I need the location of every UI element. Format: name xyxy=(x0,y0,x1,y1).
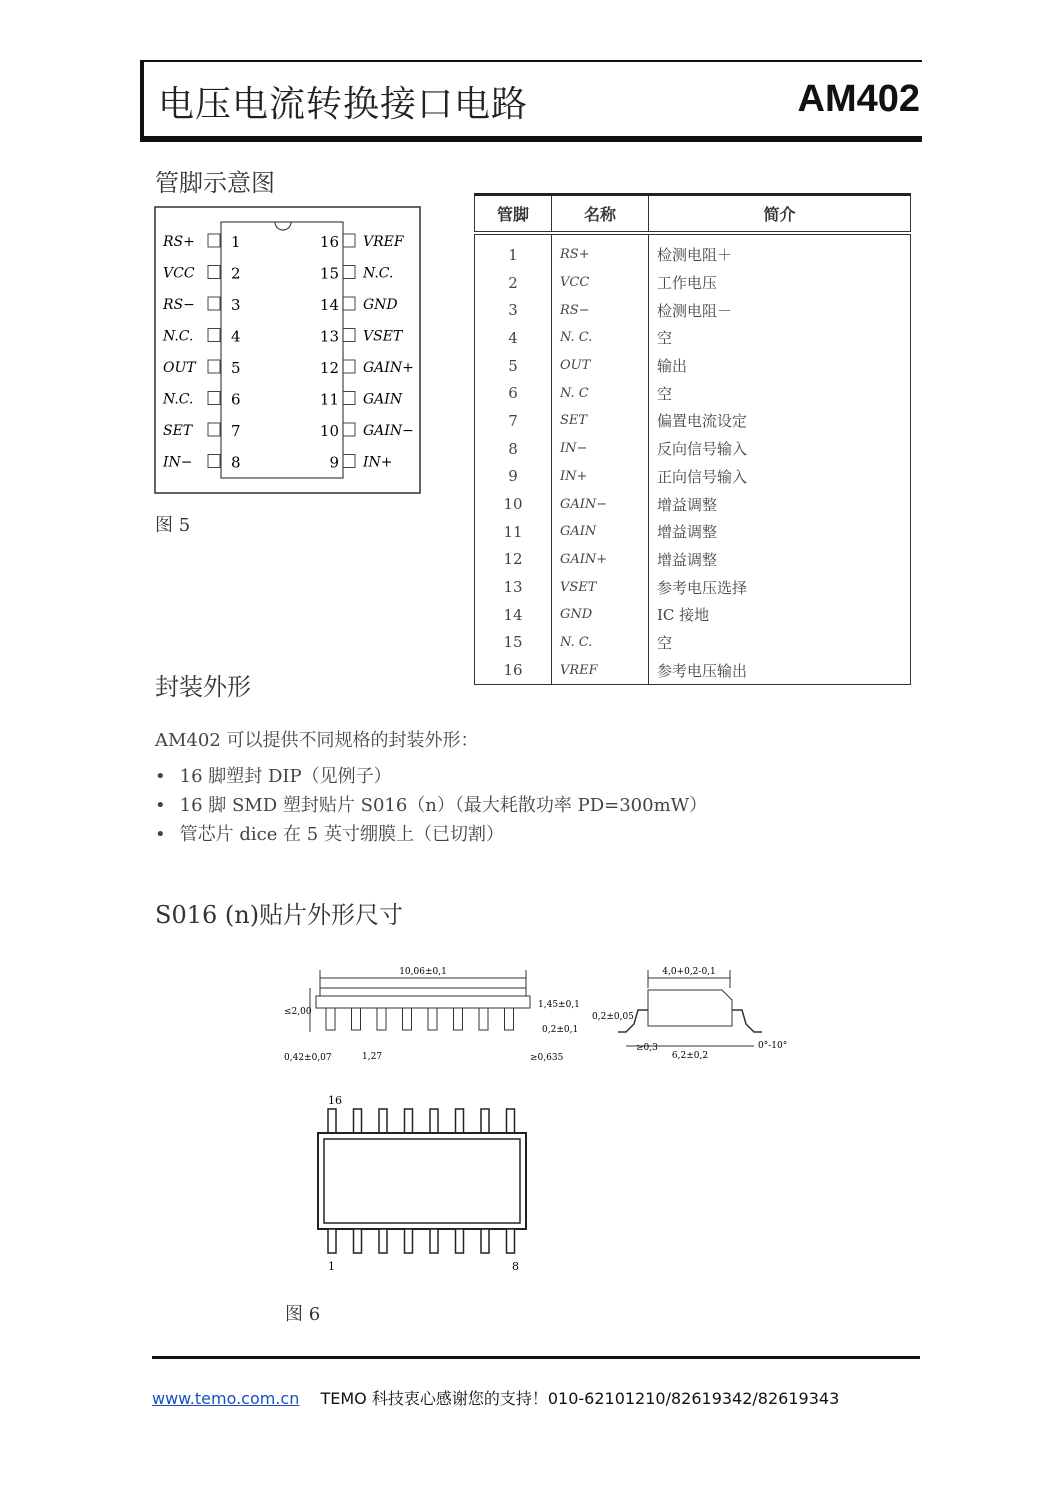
left-pin-pad xyxy=(208,266,220,279)
top-lead-group xyxy=(328,1109,515,1133)
right-pin-number: 14 xyxy=(319,296,339,314)
pin-number-cell: 1 xyxy=(475,233,552,269)
pin-desc-cell: 空 xyxy=(649,379,911,407)
so16-heading: S016 (n)贴片外形尺寸 xyxy=(155,901,404,929)
pin-name-cell: RS− xyxy=(552,296,649,324)
footer xyxy=(152,1386,839,1409)
end-gap-dim: ≥0,635 xyxy=(530,1053,564,1063)
pin-desc-cell: IC 接地 xyxy=(649,601,911,629)
pin-desc-cell: 偏置电流设定 xyxy=(649,407,911,435)
left-pin-number: 4 xyxy=(231,327,241,346)
document-title: 电压电流转换接口电路 xyxy=(158,84,529,125)
top-lead xyxy=(430,1109,438,1133)
side-lead xyxy=(352,1008,361,1030)
pin-name-cell: VCC xyxy=(552,269,649,297)
side-lead xyxy=(505,1008,514,1030)
top-lead xyxy=(507,1109,515,1133)
so16-top-view xyxy=(300,1085,560,1280)
top-lead xyxy=(328,1109,336,1133)
pin-name-cell: GAIN xyxy=(552,518,649,546)
pitch-dim: 1,27 xyxy=(362,1052,383,1062)
table-row xyxy=(475,435,911,463)
so16-side-view xyxy=(280,960,580,1070)
side-lead xyxy=(377,1008,386,1030)
table-row xyxy=(475,407,911,435)
pin-number-cell: 3 xyxy=(475,296,552,324)
left-pin-number: 5 xyxy=(231,359,241,377)
pin-table-header-desc: 简介 xyxy=(649,195,911,234)
pin-number-cell: 12 xyxy=(475,546,552,574)
side-lead xyxy=(326,1008,335,1030)
pin-number-cell: 4 xyxy=(475,324,552,352)
right-pin-number: 10 xyxy=(319,422,339,440)
right-pin-pad xyxy=(343,234,355,247)
package-list-item: • 16 脚 SMD 塑封贴片 S016（n）（最大耗散功率 PD=300mW） xyxy=(155,791,707,820)
left-pin-group xyxy=(162,233,241,472)
pin-number-cell: 13 xyxy=(475,573,552,601)
side-lead xyxy=(479,1008,488,1030)
so16-end-view xyxy=(590,960,805,1070)
pin-name-cell: VREF xyxy=(552,656,649,684)
angle-dim: 0°-10° xyxy=(758,1041,788,1051)
pin-desc-cell: 空 xyxy=(649,324,911,352)
lead-width-dim: 0,42±0,07 xyxy=(284,1053,332,1063)
pin-desc-cell: 检测电阻＋ xyxy=(649,233,911,269)
pin-name-cell: GAIN− xyxy=(552,490,649,518)
top-lead xyxy=(405,1109,413,1133)
pin-name-cell: N. C. xyxy=(552,629,649,657)
bottom-lead xyxy=(405,1229,413,1253)
lead-thickness-dim: 0,2±0,1 xyxy=(542,1025,579,1035)
top-view-outer-body xyxy=(318,1133,526,1229)
bottom-lead xyxy=(507,1229,515,1253)
left-pin-number: 8 xyxy=(231,453,241,472)
right-pin-group xyxy=(320,233,414,472)
table-row xyxy=(475,573,911,601)
right-pin-number: 12 xyxy=(319,359,339,377)
right-pin-pad xyxy=(343,423,355,436)
package-list-item: • 16 脚塑封 DIP（见例子） xyxy=(155,762,707,791)
footer-rule xyxy=(152,1356,920,1359)
left-pin-pad xyxy=(208,392,220,405)
pin-desc-cell: 检测电阻－ xyxy=(649,296,911,324)
left-pin-name: VCC xyxy=(163,265,195,282)
pin-1-label: 1 xyxy=(328,1260,335,1273)
bottom-lead xyxy=(354,1229,362,1253)
left-pin-number: 1 xyxy=(231,233,241,251)
left-pin-name: SET xyxy=(163,423,193,439)
left-pin-name: N.C. xyxy=(163,328,194,345)
pinout-heading: 管脚示意图 xyxy=(155,169,275,197)
pin-name-cell: IN+ xyxy=(552,463,649,491)
left-pin-number: 3 xyxy=(231,296,241,314)
pin-number-cell: 15 xyxy=(475,629,552,657)
pinout-diagram xyxy=(154,206,422,496)
left-pin-name: IN− xyxy=(163,454,193,471)
left-pin-pad xyxy=(208,297,220,310)
bottom-lead-group xyxy=(328,1229,515,1253)
table-row xyxy=(475,546,911,574)
right-pin-name: VREF xyxy=(363,234,404,250)
pin-name-cell: GND xyxy=(552,601,649,629)
package-list-item: • 管芯片 dice 在 5 英寸绷膜上（已切割） xyxy=(155,820,707,849)
pin-name-cell: IN− xyxy=(552,435,649,463)
bottom-lead xyxy=(379,1229,387,1253)
header-rule-left xyxy=(140,60,144,142)
pin-name-cell: N. C. xyxy=(552,324,649,352)
right-pin-name: N.C. xyxy=(363,265,394,282)
left-pin-number: 7 xyxy=(231,422,241,440)
pin-desc-cell: 参考电压选择 xyxy=(649,573,911,601)
standoff-dim: 0,2±0,05 xyxy=(592,1012,634,1022)
pin-8-label: 8 xyxy=(512,1260,519,1273)
right-pin-number: 15 xyxy=(319,264,339,283)
chip-notch xyxy=(275,222,291,230)
top-lead xyxy=(379,1109,387,1133)
right-pin-name: VSET xyxy=(363,328,403,345)
max-height-dim: ≤2,00 xyxy=(284,1007,312,1017)
pin-desc-cell: 增益调整 xyxy=(649,490,911,518)
right-pin-name: GND xyxy=(363,297,398,313)
side-lead-group xyxy=(326,1008,514,1030)
bottom-lead xyxy=(328,1229,336,1253)
left-pin-pad xyxy=(208,329,220,342)
pin-name-cell: VSET xyxy=(552,573,649,601)
table-row xyxy=(475,518,911,546)
pin-number-cell: 5 xyxy=(475,352,552,380)
right-pin-pad xyxy=(343,360,355,373)
pin-table-header-pin: 管脚 xyxy=(475,195,552,234)
bottom-lead xyxy=(456,1229,464,1253)
pin-number-cell: 9 xyxy=(475,463,552,491)
right-pin-number: 13 xyxy=(319,327,339,346)
bottom-lead xyxy=(481,1229,489,1253)
width-top-dim: 4,0+0,2-0,1 xyxy=(662,967,716,977)
pin-number-cell: 10 xyxy=(475,490,552,518)
side-lead xyxy=(454,1008,463,1030)
pin-number-cell: 16 xyxy=(475,656,552,684)
right-pin-number: 16 xyxy=(319,233,339,251)
pin-name-cell: OUT xyxy=(552,352,649,380)
footer-link[interactable]: www.temo.com.cn xyxy=(152,1389,300,1408)
pin-desc-cell: 空 xyxy=(649,629,911,657)
right-pin-pad xyxy=(343,297,355,310)
left-pin-pad xyxy=(208,455,220,468)
side-lead xyxy=(403,1008,412,1030)
table-row xyxy=(475,601,911,629)
pin-table-body xyxy=(475,233,911,685)
pin-number-cell: 2 xyxy=(475,269,552,297)
table-row xyxy=(475,324,911,352)
pin-name-cell: N. C xyxy=(552,379,649,407)
left-pin-name: N.C. xyxy=(163,391,194,408)
table-row xyxy=(475,352,911,380)
part-number: AM402 xyxy=(797,78,920,120)
left-pin-pad xyxy=(208,423,220,436)
length-dim: 10,06±0,1 xyxy=(399,967,447,977)
table-row xyxy=(475,463,911,491)
right-pin-number: 9 xyxy=(329,453,339,472)
total-width-dim: 6,2±0,2 xyxy=(671,1051,709,1061)
table-row xyxy=(475,233,911,269)
pin-number-cell: 7 xyxy=(475,407,552,435)
right-pin-name: IN+ xyxy=(363,454,393,471)
figure-5-label: 图 5 xyxy=(155,515,191,536)
pin-16-label: 16 xyxy=(328,1094,342,1107)
table-row xyxy=(475,629,911,657)
left-pin-pad xyxy=(208,360,220,373)
pin-table xyxy=(474,193,911,685)
foot-dim: ≥0,3 xyxy=(636,1043,658,1053)
package-intro: AM402 可以提供不同规格的封装外形： xyxy=(155,730,479,751)
pin-number-cell: 14 xyxy=(475,601,552,629)
bottom-lead xyxy=(430,1229,438,1253)
package-list xyxy=(155,762,707,849)
pin-number-cell: 11 xyxy=(475,518,552,546)
table-row xyxy=(475,296,911,324)
pin-name-cell: RS+ xyxy=(552,233,649,269)
pin-number-cell: 6 xyxy=(475,379,552,407)
side-lead xyxy=(428,1008,437,1030)
footer-text: TEMO 科技衷心感谢您的支持！010-62101210/82619342/82619343 xyxy=(320,1389,840,1408)
right-pin-pad xyxy=(343,266,355,279)
table-row xyxy=(475,656,911,684)
pin-name-cell: GAIN+ xyxy=(552,546,649,574)
pin-desc-cell: 参考电压输出 xyxy=(649,656,911,684)
right-pin-pad xyxy=(343,455,355,468)
top-lead xyxy=(456,1109,464,1133)
right-pin-name: GAIN− xyxy=(363,423,414,439)
end-view-body xyxy=(648,990,732,1026)
right-pin-pad xyxy=(343,329,355,342)
left-pin-name: RS+ xyxy=(163,234,195,250)
left-pin-name: OUT xyxy=(163,360,196,376)
pin-desc-cell: 正向信号输入 xyxy=(649,463,911,491)
pin-desc-cell: 增益调整 xyxy=(649,518,911,546)
left-pin-name: RS− xyxy=(163,297,195,313)
pin-desc-cell: 工作电压 xyxy=(649,269,911,297)
package-heading: 封装外形 xyxy=(155,673,251,701)
header-rule-bottom xyxy=(140,136,922,142)
left-pin-number: 6 xyxy=(231,390,241,409)
pin-desc-cell: 反向信号输入 xyxy=(649,435,911,463)
pin-number-cell: 8 xyxy=(475,435,552,463)
pin-desc-cell: 增益调整 xyxy=(649,546,911,574)
left-pin-pad xyxy=(208,234,220,247)
right-pin-name: GAIN+ xyxy=(363,360,414,376)
table-row xyxy=(475,490,911,518)
top-lead xyxy=(354,1109,362,1133)
body-height-dim: 1,45±0,1 xyxy=(538,1000,580,1010)
pin-desc-cell: 输出 xyxy=(649,352,911,380)
left-pin-number: 2 xyxy=(231,264,241,283)
pin-table-header-name: 名称 xyxy=(552,195,649,234)
figure-6-label: 图 6 xyxy=(285,1304,321,1325)
table-row xyxy=(475,269,911,297)
table-row xyxy=(475,379,911,407)
right-pin-number: 11 xyxy=(319,390,339,409)
right-pin-pad xyxy=(343,392,355,405)
header-rule-top xyxy=(140,60,922,62)
top-lead xyxy=(481,1109,489,1133)
pin-name-cell: SET xyxy=(552,407,649,435)
right-pin-name: GAIN xyxy=(363,391,403,408)
